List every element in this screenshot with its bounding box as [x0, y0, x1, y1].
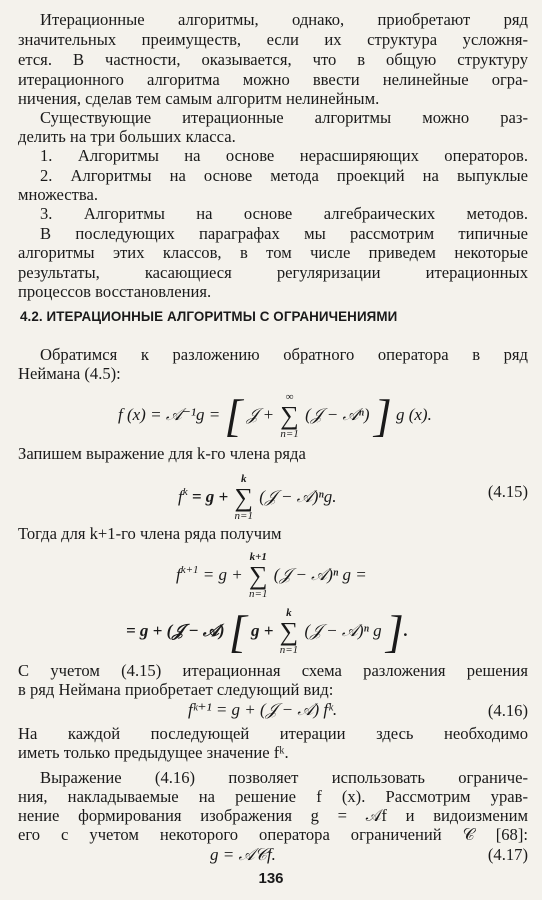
summation	[249, 552, 268, 600]
bracket-right: ]	[373, 390, 392, 441]
text-line: в ряд Неймана приобретает следующий вид:	[18, 680, 334, 699]
equation-rhs: g (x).	[395, 404, 432, 424]
equation-term: = g +	[202, 564, 247, 584]
equation-k1-line1	[176, 552, 367, 600]
page-number: 136	[258, 870, 284, 887]
text-line: его с учетом некоторого оператора ограничений 𝒞 [68]:	[18, 825, 528, 844]
text-line: В последующих параграфах мы рассмотрим типичные	[40, 224, 528, 243]
equation-number: (4.15)	[487, 482, 528, 501]
text-line: Обратимся к разложению обратного оператора в ряд	[40, 345, 528, 364]
text-line: нение формирования изображения g = 𝒜f и видоизменим	[18, 806, 528, 825]
sigma-symbol: ∑	[234, 483, 254, 512]
sigma-symbol: ∑	[249, 561, 268, 590]
text-line: Выражение (4.16) позволяет использовать ограниче-	[40, 768, 528, 787]
sigma-symbol: ∑	[280, 401, 299, 430]
text-line: иметь только предыдущее значение fᵏ.	[18, 743, 289, 762]
equation-neumann	[118, 392, 432, 440]
equation-lhs: f	[178, 486, 183, 506]
superscript: k+1	[180, 563, 199, 576]
section-heading: 4.2. ИТЕРАЦИОННЫЕ АЛГОРИТМЫ С ОГРАНИЧЕНИЯМИ	[20, 309, 398, 324]
sum-lower-limit: n=1	[280, 428, 299, 440]
text-line: Тогда для k+1-го члена ряда получим	[18, 524, 282, 543]
text-line: Неймана (4.5):	[18, 364, 121, 383]
summation	[235, 474, 254, 522]
equation-k1-line2	[126, 608, 408, 656]
equation-4-16: fᵏ⁺¹ = g + (𝒥 − 𝒜) fᵏ.	[188, 700, 338, 719]
sum-lower-limit: n=1	[234, 510, 253, 522]
equation-term: 𝒥 +	[246, 404, 279, 424]
summation	[280, 608, 299, 656]
list-item: 2. Алгоритмы на основе метода проекций на выпуклые	[40, 166, 528, 185]
bracket-left: [	[224, 390, 243, 441]
equation-term: (𝒥 − 𝒜)ⁿg.	[259, 486, 337, 506]
equation-term: = g +	[191, 486, 233, 506]
equation-lhs: f (x) = 𝒜⁻¹g =	[118, 404, 225, 424]
equation-4-17: g = 𝒜𝒞f.	[210, 845, 276, 864]
sum-upper-limit: k+1	[249, 551, 267, 563]
equation-number: (4.16)	[487, 701, 528, 720]
sum-lower-limit: n=1	[249, 588, 268, 600]
equation-lhs: f	[176, 564, 181, 584]
text-line: Итерационные алгоритмы, однако, приобретают ряд	[40, 10, 528, 29]
text-line: результаты, касающиеся регуляризации итерационных	[18, 263, 528, 282]
equation-term: (𝒥 − 𝒜ⁿ)	[305, 404, 370, 424]
text-line: ния, накладываемые на решение f (x). Рассмотрим урав-	[18, 787, 528, 806]
text-line: ется. В частности, оказывается, что в общую структуру	[18, 50, 528, 69]
text-line: Существующие итерационные алгоритмы можно раз-	[40, 108, 528, 127]
text-line: множества.	[18, 185, 99, 204]
equation-term: (𝒥 − 𝒜)ⁿ g	[304, 620, 382, 640]
equation-4-15	[178, 474, 337, 522]
text-line: ничения, сделав тем самым алгоритм нелинейным.	[18, 89, 380, 108]
text-line: процессов восстановления.	[18, 282, 212, 301]
equation-number: (4.17)	[487, 845, 528, 864]
sum-lower-limit: n=1	[279, 644, 299, 656]
sum-upper-limit: k	[241, 473, 247, 485]
text-line: значительных преимуществ, если их структура усложня-	[18, 30, 528, 49]
text-line: На каждой последующей итерации здесь необходимо	[18, 724, 528, 743]
list-item: 1. Алгоритмы на основе нерасширяющих операторов.	[40, 146, 528, 165]
bracket-right: ]	[385, 606, 404, 657]
text-line: алгоритмы этих классов, в том числе приведем некоторые	[18, 243, 528, 262]
sigma-symbol: ∑	[279, 617, 299, 646]
sum-upper-limit: ∞	[285, 391, 294, 403]
text-line: Запишем выражение для k-го члена ряда	[18, 444, 306, 463]
superscript: k	[182, 485, 188, 498]
list-item: 3. Алгоритмы на основе алгебраических методов.	[40, 204, 528, 223]
bracket-left: [	[228, 606, 247, 657]
text-line: итерационного алгоритма можно ввести нелинейные огра-	[18, 70, 528, 89]
text-line: делить на три больших класса.	[18, 127, 236, 146]
summation	[280, 392, 299, 440]
equation-term: = g + (𝒥 − 𝒜)	[126, 620, 229, 640]
equation-term: (𝒥 − 𝒜)ⁿ g =	[273, 564, 367, 584]
equation-term: g +	[250, 620, 278, 640]
sum-upper-limit: k	[286, 607, 292, 619]
equation-term: .	[403, 620, 409, 640]
text-line: С учетом (4.15) итерационная схема разложения решения	[18, 661, 528, 680]
